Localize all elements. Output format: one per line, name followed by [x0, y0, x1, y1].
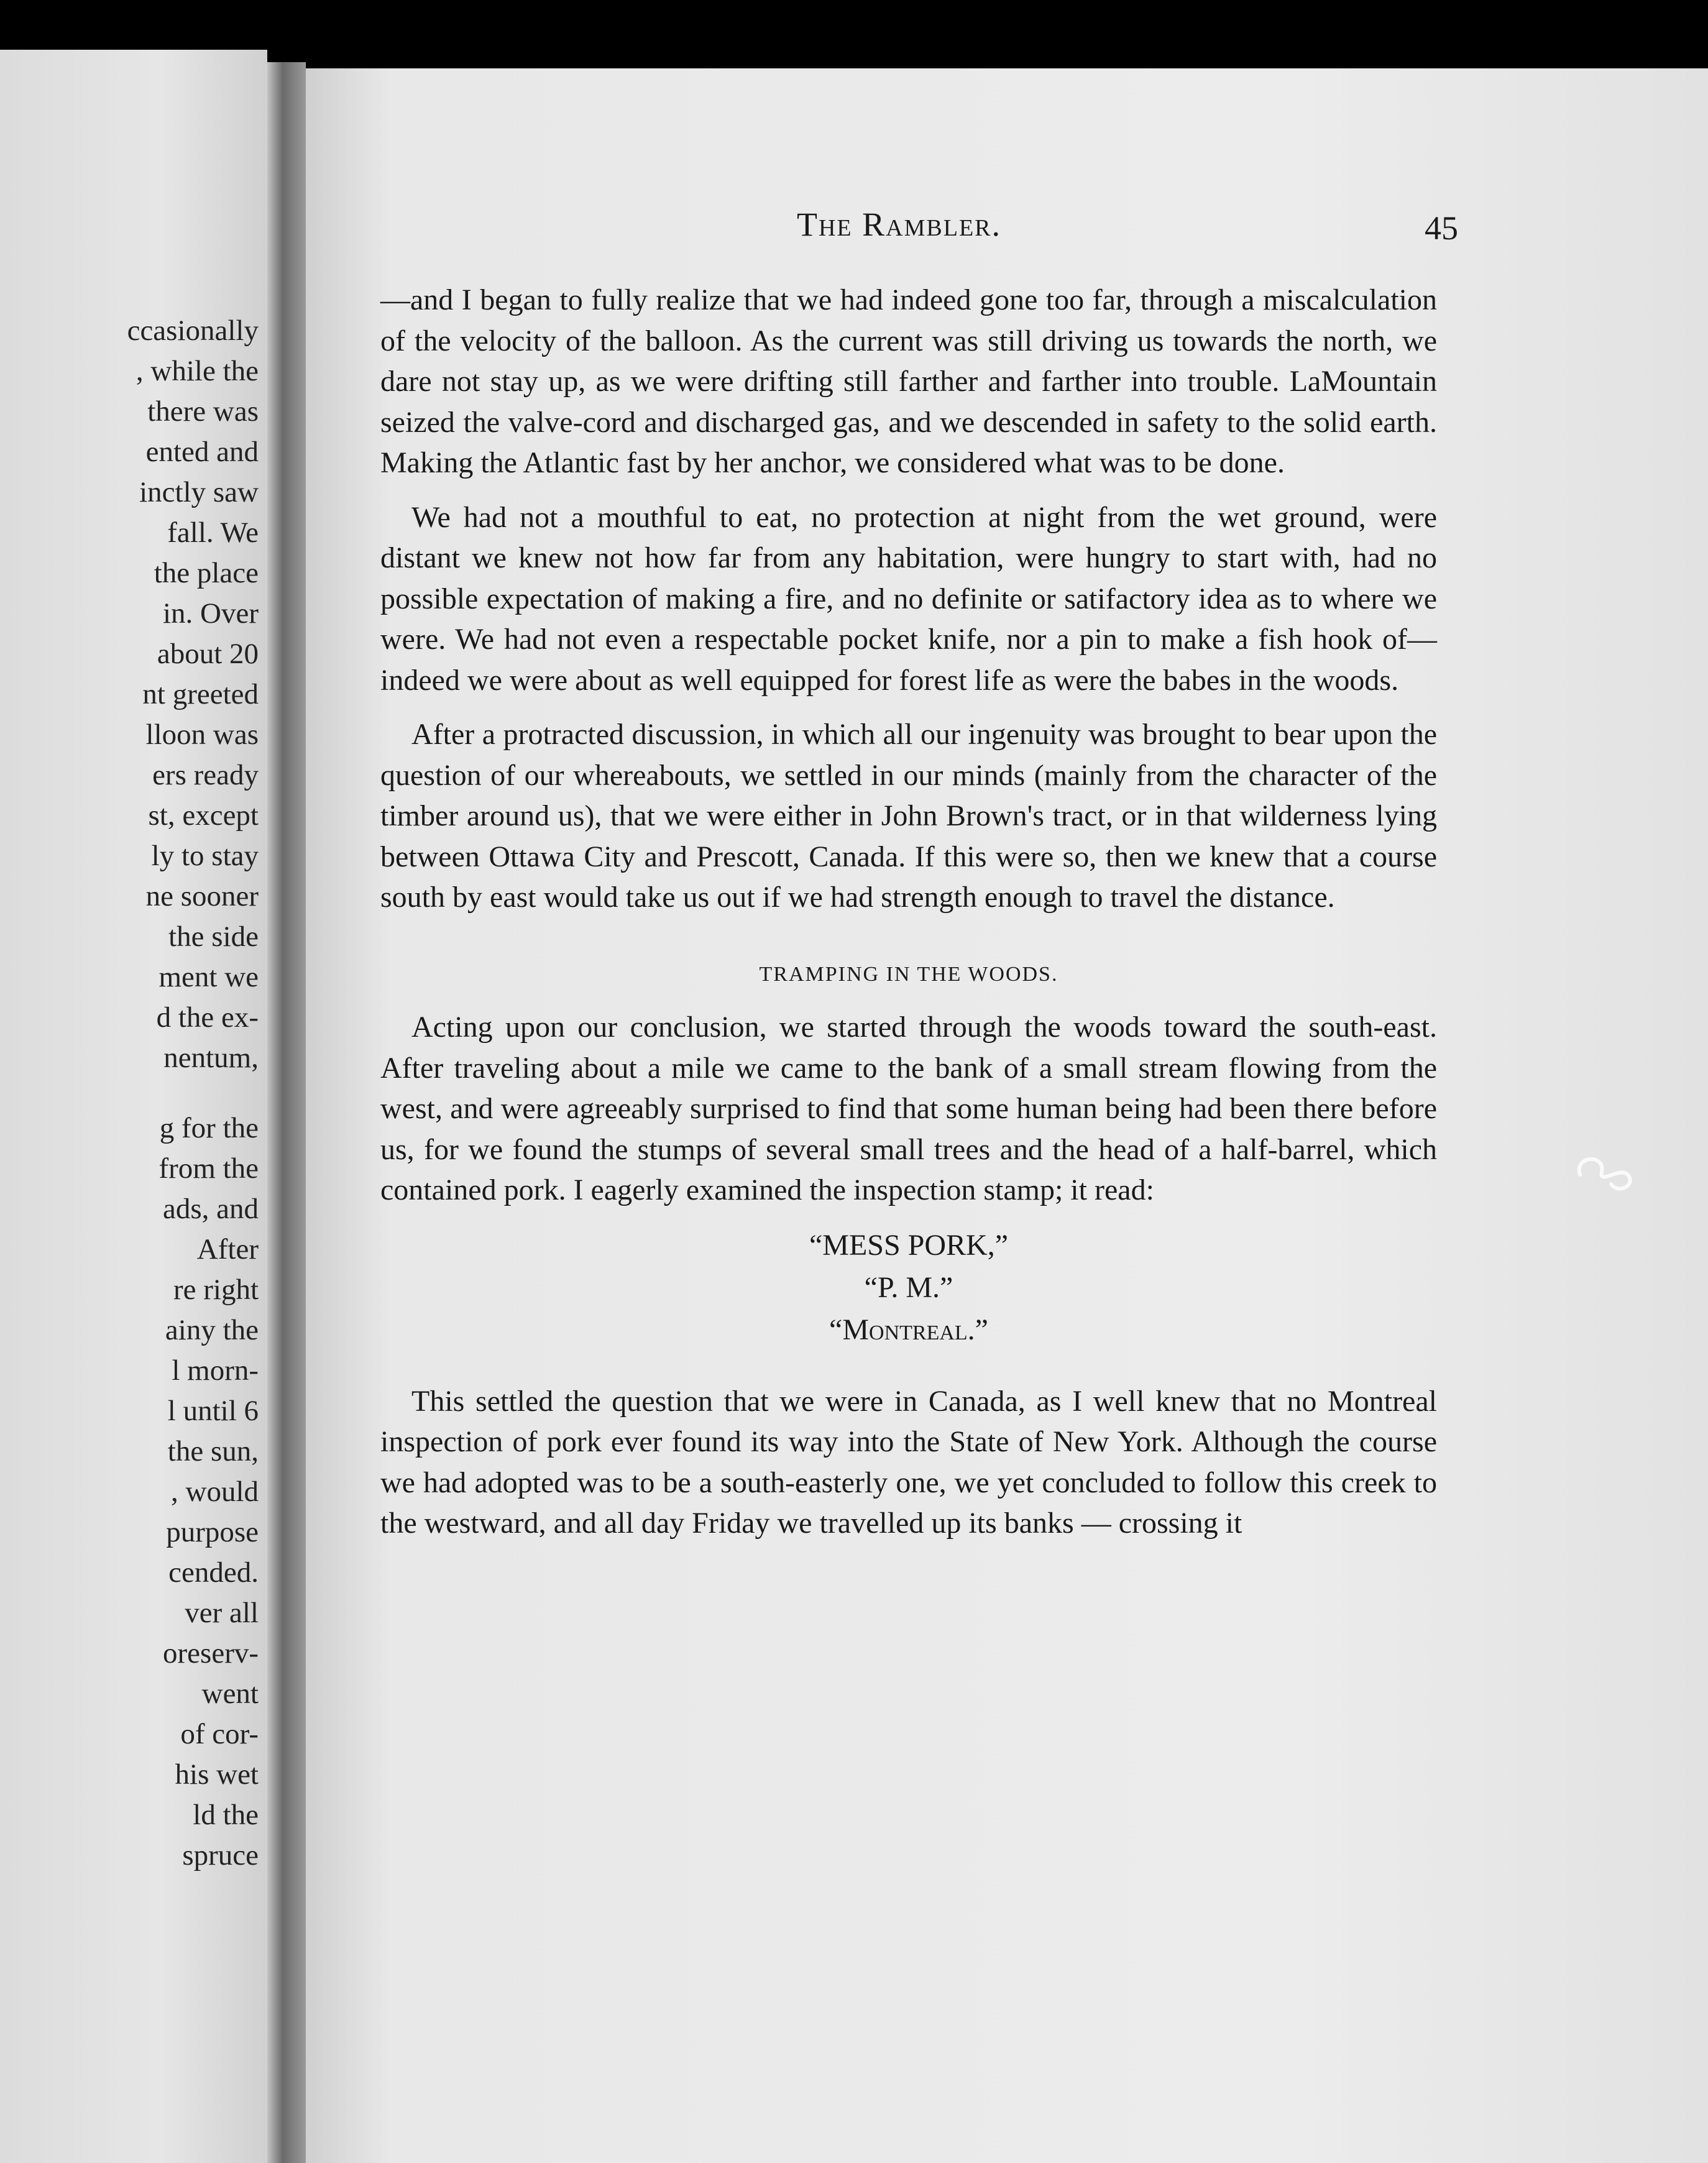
stamp-line: “P. M.”: [864, 1270, 953, 1304]
left-page-line: , while the: [135, 355, 259, 387]
left-page-line: the place: [154, 557, 259, 589]
body-text: [380, 280, 1437, 1558]
left-page-line: cended.: [168, 1556, 259, 1589]
left-page-line: nt greeted: [142, 678, 259, 710]
left-page-line: ers ready: [152, 759, 259, 791]
left-page-line: spruce: [182, 1839, 259, 1871]
left-page-line: went: [201, 1678, 259, 1710]
left-page-line: about 20: [157, 638, 259, 670]
left-page-text: [0, 311, 259, 1876]
left-page-line: there was: [147, 395, 259, 428]
book-gutter: [267, 62, 306, 2163]
left-page-line: st, except: [148, 799, 259, 832]
left-page-line: ment we: [158, 961, 259, 993]
ink-smudge-icon: [1568, 1150, 1642, 1200]
left-page-line: ver all: [185, 1597, 259, 1629]
paragraph: —and I began to fully realize that we had indeed gone too far, through a miscalculation of the velocity of the balloon. As the current was still driving us towards the north, we dare not stay up, as we were drifting still farther and farther into trouble. LaMountain seized the valve-cord and discharged gas, and we descended in safety to the solid earth. Making the Atlantic fast by her anchor, we considered what was to be done.: [380, 283, 1437, 479]
paragraph: This settled the question that we were in Canada, as I well knew that no Montreal inspection of pork ever found its way into the State of New York. Although the course we had adopted was to be a south-easterly one, we yet concluded to follow this creek to the westward, and all day Friday we travelled up its banks — crossing it: [380, 1384, 1437, 1540]
section-heading: TRAMPING IN THE WOODS.: [759, 962, 1058, 986]
page-header: [306, 205, 1708, 261]
paragraph: After a protracted discussion, in which all our ingenuity was brought to bear upon the question of our whereabouts, we settled in our minds (mainly from the character of the timber around us), that we were either in John Brown's tract, or in that wilderness lying between Ottawa City and Prescott, Canada. If this were so, then we knew that a course south by east would take us out if we had strength enough to travel the distance.: [380, 718, 1437, 914]
left-page-line: re right: [173, 1274, 259, 1306]
left-page-line: nentum,: [163, 1042, 259, 1074]
page-number: 45: [1425, 209, 1458, 247]
left-page-line: ads, and: [162, 1193, 259, 1225]
left-page-line: from the: [158, 1152, 259, 1185]
left-page-line: ented and: [145, 436, 259, 468]
left-page-line: ccasionally: [127, 315, 259, 347]
left-page-line: d the ex-: [156, 1001, 259, 1034]
left-page-gap: [0, 1078, 259, 1108]
stamp-line: “Montreal.”: [829, 1313, 988, 1346]
left-page-line: the sun,: [167, 1435, 259, 1467]
left-page-line: of cor-: [180, 1718, 259, 1750]
inspection-stamp-quote: [380, 1224, 1437, 1351]
left-page-line: ne sooner: [145, 880, 259, 912]
left-page-line: l morn-: [172, 1354, 259, 1387]
paragraph: Acting upon our conclusion, we started through the woods toward the south-east. After traveling about a mile we came to the bank of a small stream flowing from the west, and were agreeably surprised to find that some human being had been there before us, for we found the stumps of several small trees and the head of a half-barrel, which contained pork. I eagerly examined the inspection stamp; it read:: [380, 1011, 1437, 1206]
running-head: The Rambler.: [797, 206, 1002, 243]
left-page-line: , would: [171, 1476, 259, 1508]
left-page-line: oreserv-: [163, 1637, 259, 1669]
left-page-line: ly to stay: [151, 840, 259, 872]
left-page-line: ld the: [193, 1799, 259, 1831]
left-page: [0, 50, 267, 2163]
left-page-line: purpose: [166, 1516, 259, 1548]
right-page: [306, 68, 1708, 2163]
left-page-line: ainy the: [165, 1314, 259, 1346]
left-page-line: After: [196, 1233, 259, 1265]
paragraph: We had not a mouthful to eat, no protection at night from the wet ground, were distant we knew not how far from any habitation, were hungry to start with, had no possible expectation of making a fire, and no definite or satifactory idea as to where we were. We had not even a respectable pocket knife, nor a pin to make a fish hook of—indeed we were about as well equipped for forest life as were the babes in the woods.: [380, 500, 1437, 697]
left-page-line: his wet: [175, 1758, 259, 1791]
left-page-line: lloon was: [145, 719, 259, 751]
left-page-line: the side: [168, 921, 259, 953]
left-page-line: inctly saw: [139, 476, 259, 508]
left-page-line: fall. We: [167, 517, 259, 549]
left-page-line: l until 6: [167, 1395, 259, 1427]
left-page-line: in. Over: [162, 597, 259, 630]
stamp-line: “MESS PORK,”: [809, 1228, 1009, 1262]
left-page-line: g for the: [159, 1112, 259, 1144]
